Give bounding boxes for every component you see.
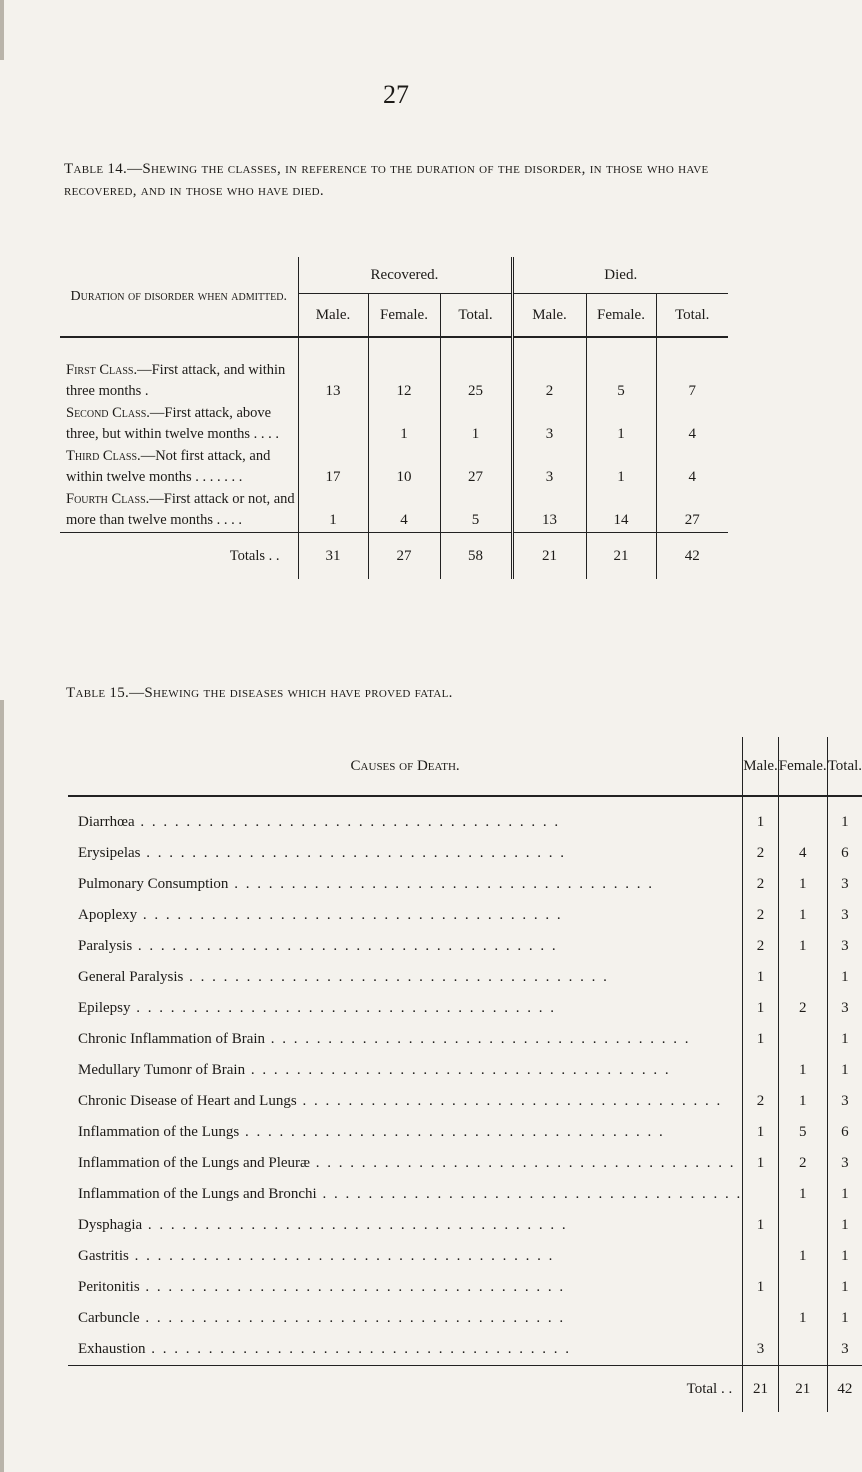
recovered-header: Recovered.: [298, 257, 512, 294]
cell-value: 2: [512, 337, 586, 403]
cause-female: [778, 1210, 827, 1241]
cause-male: 2: [743, 900, 779, 931]
cause-total: 1: [827, 1241, 862, 1272]
col-header-recovered-total: Total.: [440, 294, 512, 338]
cause-female: 2: [778, 1148, 827, 1179]
cause-name: Inflammation of the Lungs: [78, 1124, 240, 1140]
cause-row: [68, 1210, 862, 1241]
cause-name: Diarrhœa: [78, 814, 135, 830]
cell-value: 13: [512, 489, 586, 533]
leader-dots: . . . . . . . . . . . . . . . . . . . . . . . . . . . . . . . . . . . . .: [137, 907, 563, 923]
total-male: 21: [743, 1366, 779, 1413]
cause-male: 3: [743, 1334, 779, 1366]
cause-female: 1: [778, 1303, 827, 1334]
leader-dots: . . . . . . . . . . . . . . . . . . . . . . . . . . . . . . . . . . . . .: [139, 1279, 566, 1295]
class-text: —First attack, and within three months .: [66, 362, 286, 399]
cause-name: Dysphagia: [78, 1217, 143, 1233]
total-female: 21: [778, 1366, 827, 1413]
leader-dots: . . . . . . . . . . . . . . . . . . . . . . . . . . . . . . . . . . . . .: [265, 1031, 691, 1047]
cause-male: 1: [743, 993, 779, 1024]
class-label: First Class.: [66, 362, 138, 378]
leader-dots: . . . . . . . . . . . . . . . . . . . . . . . . . . . . . . . . . . . . .: [310, 1155, 736, 1171]
cause-male: [743, 1241, 779, 1272]
cell-value: 10: [368, 446, 440, 489]
total-header: Total.: [827, 737, 862, 796]
cause-male: 2: [743, 931, 779, 962]
cause-male: 1: [743, 1024, 779, 1055]
male-header: Male.: [743, 737, 779, 796]
cell-value: 1: [298, 489, 368, 533]
col-header-recovered-female: Female.: [368, 294, 440, 338]
female-header: Female.: [778, 737, 827, 796]
cause-name: Apoplexy: [78, 907, 138, 923]
total-value: 21: [586, 533, 656, 580]
cause-cell: [68, 1210, 743, 1241]
cause-female: [778, 1334, 827, 1366]
cause-cell: [68, 796, 743, 838]
cause-female: 1: [778, 931, 827, 962]
cause-female: 1: [778, 1179, 827, 1210]
cause-row: [68, 869, 862, 900]
cause-cell: [68, 838, 743, 869]
cause-male: 1: [743, 796, 779, 838]
cell-value: 17: [298, 446, 368, 489]
cause-name: Inflammation of the Lungs and Pleuræ: [78, 1155, 311, 1171]
cell-value: 1: [440, 403, 512, 446]
cause-cell: [68, 1241, 743, 1272]
cause-male: 2: [743, 869, 779, 900]
cause-row: [68, 838, 862, 869]
class-description: [60, 403, 298, 446]
cause-name: Inflammation of the Lungs and Bronchi: [78, 1186, 317, 1202]
leader-dots: . . . . . . . . . . . . . . . . . . . . . . . . . . . . . . . . . . . . .: [132, 938, 558, 954]
cause-cell: [68, 1303, 743, 1334]
cause-male: 1: [743, 1210, 779, 1241]
cause-cell: [68, 1117, 743, 1148]
cause-row: [68, 1024, 862, 1055]
class-label: Second Class.: [66, 405, 150, 421]
cause-cell: [68, 1055, 743, 1086]
leader-dots: . . . . . . . . . . . . . . . . . . . . . . . . . . . . . . . . . . . . .: [139, 1310, 566, 1326]
table-14-totals-row: [60, 533, 728, 580]
cell-value: 4: [656, 403, 728, 446]
total-total: 42: [827, 1366, 862, 1413]
cause-cell: [68, 900, 743, 931]
cause-row: [68, 1055, 862, 1086]
page-edge-shadow: [0, 700, 4, 1472]
class-text: —Not first attack, and within twelve months . . . . . . .: [66, 448, 271, 485]
leader-dots: . . . . . . . . . . . . . . . . . . . . . . . . . . . . . . . . . . . . .: [183, 969, 609, 985]
class-description: [60, 337, 298, 403]
cell-value: 12: [368, 337, 440, 403]
cell-value: 5: [440, 489, 512, 533]
cause-total: 1: [827, 962, 862, 993]
cell-value: 14: [586, 489, 656, 533]
leader-dots: . . . . . . . . . . . . . . . . . . . . . . . . . . . . . . . . . . . . .: [134, 814, 561, 830]
causes-header: Causes of Death.: [68, 737, 743, 796]
cause-total: 3: [827, 900, 862, 931]
cause-female: [778, 1272, 827, 1303]
cause-total: 6: [827, 1117, 862, 1148]
cause-cell: [68, 1179, 743, 1210]
cause-name: Erysipelas: [78, 845, 141, 861]
cause-cell: [68, 931, 743, 962]
cause-name: Peritonitis: [78, 1279, 140, 1295]
class-row: [60, 403, 728, 446]
cause-name: General Paralysis: [78, 969, 184, 985]
cell-value: 7: [656, 337, 728, 403]
cause-cell: [68, 1272, 743, 1303]
cause-female: [778, 1024, 827, 1055]
cause-cell: [68, 869, 743, 900]
class-row: [60, 489, 728, 533]
cell-value: 4: [368, 489, 440, 533]
cause-cell: [68, 962, 743, 993]
cause-female: 1: [778, 900, 827, 931]
leader-dots: . . . . . . . . . . . . . . . . . . . . . . . . . . . . . . . . . . . . .: [130, 1000, 556, 1016]
total-value: 42: [656, 533, 728, 580]
cause-total: 3: [827, 1086, 862, 1117]
col-header-died-female: Female.: [586, 294, 656, 338]
cause-row: [68, 1241, 862, 1272]
class-row: [60, 446, 728, 489]
cause-cell: [68, 993, 743, 1024]
cause-name: Carbuncle: [78, 1310, 140, 1326]
cause-total: 3: [827, 869, 862, 900]
cause-female: 1: [778, 1086, 827, 1117]
table-15: [68, 737, 862, 1412]
cause-name: Epilepsy: [78, 1000, 131, 1016]
total-value: 31: [298, 533, 368, 580]
cause-name: Medullary Tumonr of Brain: [78, 1062, 246, 1078]
cell-value: 27: [656, 489, 728, 533]
leader-dots: . . . . . . . . . . . . . . . . . . . . . . . . . . . . . . . . . . . . .: [239, 1124, 665, 1140]
cell-value: 3: [512, 403, 586, 446]
cause-total: 1: [827, 1024, 862, 1055]
cause-female: 1: [778, 1055, 827, 1086]
leader-dots: . . . . . . . . . . . . . . . . . . . . . . . . . . . . . . . . . . . . .: [145, 1341, 571, 1357]
cause-male: [743, 1303, 779, 1334]
cause-female: 1: [778, 869, 827, 900]
cause-female: [778, 796, 827, 838]
cause-total: 1: [827, 1303, 862, 1334]
table-15-caption: Table 15.—Shewing the diseases which have proved fatal.: [66, 685, 453, 701]
duration-header: Duration of disorder when admitted.: [60, 257, 298, 337]
total-label: Total . .: [68, 1366, 743, 1413]
cause-total: 3: [827, 1148, 862, 1179]
cell-value: 1: [368, 403, 440, 446]
cause-name: Exhaustion: [78, 1341, 146, 1357]
cause-row: [68, 1086, 862, 1117]
leader-dots: . . . . . . . . . . . . . . . . . . . . . . . . . . . . . . . . . . . . .: [140, 845, 566, 861]
table-14: [60, 257, 728, 579]
cause-cell: [68, 1148, 743, 1179]
cause-male: 2: [743, 1086, 779, 1117]
cause-row: [68, 931, 862, 962]
cause-female: 1: [778, 1241, 827, 1272]
totals-label: Totals . .: [60, 533, 298, 580]
cause-name: Chronic Disease of Heart and Lungs: [78, 1093, 297, 1109]
cause-total: 1: [827, 1272, 862, 1303]
cause-row: [68, 1303, 862, 1334]
cell-value: 25: [440, 337, 512, 403]
cause-male: 1: [743, 1148, 779, 1179]
cause-female: 4: [778, 838, 827, 869]
cause-name: Pulmonary Consumption: [78, 876, 229, 892]
died-header: Died.: [512, 257, 728, 294]
cause-female: 5: [778, 1117, 827, 1148]
cause-total: 3: [827, 931, 862, 962]
class-description: [60, 489, 298, 533]
cause-cell: [68, 1086, 743, 1117]
total-value: 21: [512, 533, 586, 580]
cell-value: [298, 403, 368, 446]
class-text: —First attack, above three, but within twelve months . . . .: [66, 405, 280, 442]
cause-name: Chronic Inflammation of Brain: [78, 1031, 266, 1047]
leader-dots: . . . . . . . . . . . . . . . . . . . . . . . . . . . . . . . . . . . . .: [142, 1217, 568, 1233]
cause-male: 1: [743, 1272, 779, 1303]
cell-value: 1: [586, 403, 656, 446]
cause-name: Paralysis: [78, 938, 133, 954]
cause-row: [68, 1117, 862, 1148]
cause-male: 1: [743, 1117, 779, 1148]
cause-total: 1: [827, 796, 862, 838]
cause-name: Gastritis: [78, 1248, 129, 1264]
leader-dots: . . . . . . . . . . . . . . . . . . . . . . . . . . . . . . . . . . . . .: [316, 1186, 743, 1202]
class-label: Third Class.: [66, 448, 141, 464]
cause-row: [68, 962, 862, 993]
cell-value: 5: [586, 337, 656, 403]
cause-male: [743, 1179, 779, 1210]
cause-male: [743, 1055, 779, 1086]
cause-cell: [68, 1024, 743, 1055]
class-label: Fourth Class.: [66, 491, 150, 507]
col-header-recovered-male: Male.: [298, 294, 368, 338]
cause-total: 1: [827, 1210, 862, 1241]
cause-male: 1: [743, 962, 779, 993]
cell-value: 1: [586, 446, 656, 489]
table-15-total-row: [68, 1366, 862, 1413]
cell-value: 3: [512, 446, 586, 489]
cause-total: 1: [827, 1179, 862, 1210]
table-14-caption: Table 14.—Shewing the classes, in reference to the duration of the disorder, in those who have recovered, and in those who have died.: [64, 161, 709, 199]
cause-row: [68, 1334, 862, 1366]
cause-row: [68, 993, 862, 1024]
total-value: 58: [440, 533, 512, 580]
class-row: [60, 337, 728, 403]
total-value: 27: [368, 533, 440, 580]
cause-row: [68, 1179, 862, 1210]
cause-row: [68, 1148, 862, 1179]
col-header-died-total: Total.: [656, 294, 728, 338]
class-description: [60, 446, 298, 489]
cell-value: 27: [440, 446, 512, 489]
class-text: —First attack or not, and more than twelve months . . . .: [66, 491, 295, 528]
col-header-died-male: Male.: [512, 294, 586, 338]
cause-total: 3: [827, 1334, 862, 1366]
cause-row: [68, 1272, 862, 1303]
cause-female: [778, 962, 827, 993]
cause-cell: [68, 1334, 743, 1366]
leader-dots: . . . . . . . . . . . . . . . . . . . . . . . . . . . . . . . . . . . . .: [228, 876, 654, 892]
leader-dots: . . . . . . . . . . . . . . . . . . . . . . . . . . . . . . . . . . . . .: [128, 1248, 555, 1264]
page-number: 27: [383, 80, 409, 109]
leader-dots: . . . . . . . . . . . . . . . . . . . . . . . . . . . . . . . . . . . . .: [296, 1093, 723, 1109]
cause-total: 3: [827, 993, 862, 1024]
cell-value: 4: [656, 446, 728, 489]
cause-total: 6: [827, 838, 862, 869]
cause-row: [68, 796, 862, 838]
page-edge-shadow: [0, 0, 4, 60]
cause-male: 2: [743, 838, 779, 869]
cause-female: 2: [778, 993, 827, 1024]
leader-dots: . . . . . . . . . . . . . . . . . . . . . . . . . . . . . . . . . . . . .: [245, 1062, 671, 1078]
cause-row: [68, 900, 862, 931]
cause-total: 1: [827, 1055, 862, 1086]
cell-value: 13: [298, 337, 368, 403]
